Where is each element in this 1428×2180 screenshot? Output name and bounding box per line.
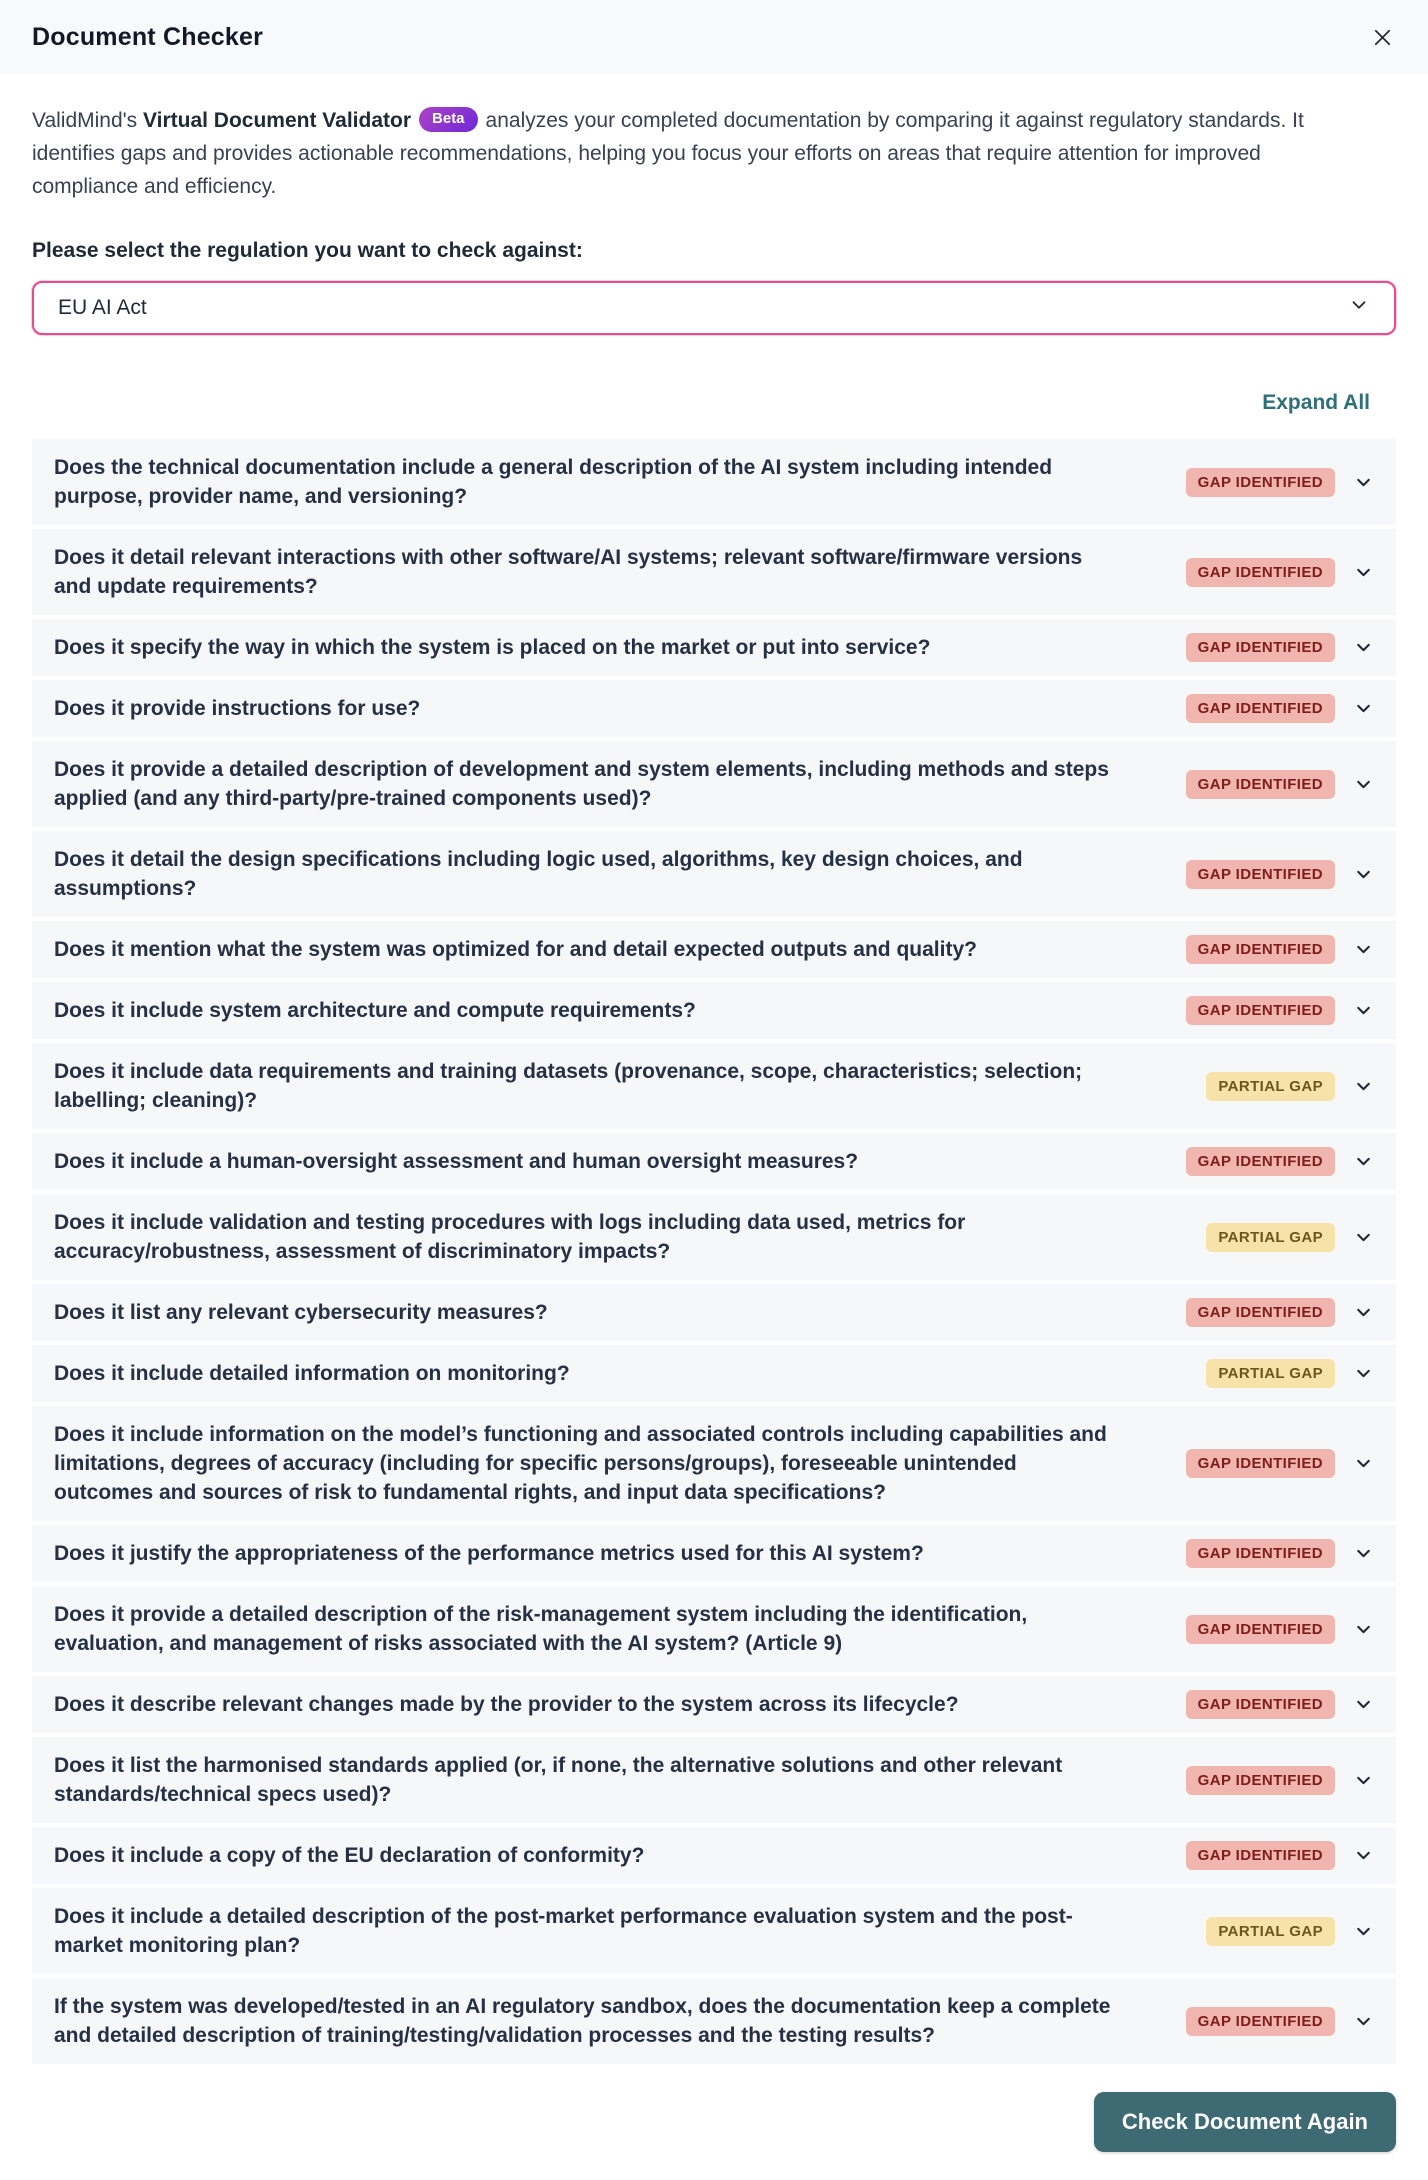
question-row[interactable] xyxy=(32,1133,1396,1194)
modal-footer xyxy=(32,2092,1396,2152)
close-button[interactable] xyxy=(1365,20,1400,55)
chevron-down-icon[interactable] xyxy=(1353,774,1374,795)
question-text: Does it list any relevant cybersecurity measures? xyxy=(54,1301,548,1324)
question-status-area xyxy=(1186,1766,1374,1795)
question-text: Does it list the harmonised standards applied (or, if none, the alternative solutions and other relevant standards/technical specs used)? xyxy=(54,1754,1063,1806)
question-row[interactable] xyxy=(32,982,1396,1043)
status-badge: GAP IDENTIFIED xyxy=(1186,633,1335,662)
beta-badge: Beta xyxy=(419,107,478,132)
question-text: Does it mention what the system was optimized for and detail expected outputs and quality? xyxy=(54,938,977,961)
status-badge: PARTIAL GAP xyxy=(1206,1359,1335,1388)
question-status-area xyxy=(1186,558,1374,587)
question-text: Does it provide instructions for use? xyxy=(54,697,421,720)
question-status-area xyxy=(1186,2007,1374,2036)
question-row[interactable] xyxy=(32,741,1396,831)
question-text: Does it include system architecture and compute requirements? xyxy=(54,999,696,1022)
status-badge: GAP IDENTIFIED xyxy=(1186,1615,1335,1644)
chevron-down-icon[interactable] xyxy=(1353,637,1374,658)
product-name: Virtual Document Validator xyxy=(143,109,412,132)
question-status-area xyxy=(1186,1539,1374,1568)
chevron-down-icon[interactable] xyxy=(1353,1619,1374,1640)
status-badge: GAP IDENTIFIED xyxy=(1186,1449,1335,1478)
status-badge: GAP IDENTIFIED xyxy=(1186,1539,1335,1568)
status-badge: GAP IDENTIFIED xyxy=(1186,1298,1335,1327)
question-status-area xyxy=(1186,1615,1374,1644)
chevron-down-icon[interactable] xyxy=(1353,1363,1374,1384)
question-row[interactable] xyxy=(32,1284,1396,1345)
question-list xyxy=(32,439,1396,2064)
question-status-area xyxy=(1206,1223,1374,1252)
question-text: Does it include a human-oversight assessment and human oversight measures? xyxy=(54,1150,859,1173)
question-text: Does it include information on the model’s functioning and associated controls including capabilities and limitations, degrees of accuracy (including for specific persons/groups), foreseeable unintended outcomes and sources of risk to fundamental rights, and input data specifications? xyxy=(54,1423,1107,1504)
chevron-down-icon[interactable] xyxy=(1353,1694,1374,1715)
status-badge: GAP IDENTIFIED xyxy=(1186,1690,1335,1719)
modal-header xyxy=(0,0,1428,74)
status-badge: PARTIAL GAP xyxy=(1206,1917,1335,1946)
status-badge: GAP IDENTIFIED xyxy=(1186,2007,1335,2036)
question-row[interactable] xyxy=(32,1345,1396,1406)
question-row[interactable] xyxy=(32,619,1396,680)
status-badge: PARTIAL GAP xyxy=(1206,1223,1335,1252)
chevron-down-icon[interactable] xyxy=(1353,939,1374,960)
chevron-down-icon[interactable] xyxy=(1353,1076,1374,1097)
question-status-area xyxy=(1186,860,1374,889)
question-row[interactable] xyxy=(32,1194,1396,1284)
close-icon xyxy=(1369,39,1396,54)
question-status-area xyxy=(1206,1072,1374,1101)
expand-all-link[interactable]: Expand All xyxy=(1262,391,1370,414)
chevron-down-icon[interactable] xyxy=(1353,562,1374,583)
question-row[interactable] xyxy=(32,921,1396,982)
question-text: Does it specify the way in which the system is placed on the market or put into service? xyxy=(54,636,931,659)
question-status-area xyxy=(1186,996,1374,1025)
chevron-down-icon[interactable] xyxy=(1353,1921,1374,1942)
chevron-down-icon[interactable] xyxy=(1353,1845,1374,1866)
question-row[interactable] xyxy=(32,439,1396,529)
chevron-down-icon[interactable] xyxy=(1353,1302,1374,1323)
chevron-down-icon xyxy=(1348,294,1370,322)
question-row[interactable] xyxy=(32,831,1396,921)
chevron-down-icon[interactable] xyxy=(1353,1151,1374,1172)
question-row[interactable] xyxy=(32,529,1396,619)
question-status-area xyxy=(1206,1917,1374,1946)
question-text: Does it include detailed information on monitoring? xyxy=(54,1362,570,1385)
question-text: Does it detail the design specifications including logic used, algorithms, key design choices, and assumptions? xyxy=(54,848,1023,900)
question-row[interactable] xyxy=(32,1676,1396,1737)
modal-title: Document Checker xyxy=(32,22,264,51)
expand-all-row xyxy=(32,391,1370,415)
question-status-area xyxy=(1186,1841,1374,1870)
chevron-down-icon[interactable] xyxy=(1353,1000,1374,1021)
chevron-down-icon[interactable] xyxy=(1353,1453,1374,1474)
regulation-selected-value: EU AI Act xyxy=(58,296,147,319)
question-row[interactable] xyxy=(32,1525,1396,1586)
chevron-down-icon[interactable] xyxy=(1353,2011,1374,2032)
status-badge: GAP IDENTIFIED xyxy=(1186,468,1335,497)
question-row[interactable] xyxy=(32,680,1396,741)
status-badge: GAP IDENTIFIED xyxy=(1186,1841,1335,1870)
question-row[interactable] xyxy=(32,1827,1396,1888)
status-badge: GAP IDENTIFIED xyxy=(1186,1147,1335,1176)
chevron-down-icon[interactable] xyxy=(1353,1770,1374,1791)
intro-paragraph xyxy=(32,104,1368,203)
status-badge: GAP IDENTIFIED xyxy=(1186,935,1335,964)
question-row[interactable] xyxy=(32,1586,1396,1676)
check-document-again-button[interactable]: Check Document Again xyxy=(1094,2092,1396,2152)
chevron-down-icon[interactable] xyxy=(1353,472,1374,493)
question-row[interactable] xyxy=(32,1888,1396,1978)
intro-prefix: ValidMind's xyxy=(32,109,143,132)
question-status-area xyxy=(1186,1147,1374,1176)
question-text: Does it provide a detailed description of development and system elements, including methods and steps applied (and any third-party/pre-trained components used)? xyxy=(54,758,1109,810)
question-row[interactable] xyxy=(32,1978,1396,2064)
chevron-down-icon[interactable] xyxy=(1353,1543,1374,1564)
question-status-area xyxy=(1206,1359,1374,1388)
question-row[interactable] xyxy=(32,1043,1396,1133)
intro-suffix: analyzes your completed documentation by comparing it against regulatory standards. It identifies gaps and provides actionable recommendations, helping you focus your efforts on areas that require attention for improved compliance and efficiency. xyxy=(32,109,1304,198)
regulation-select-label: Please select the regulation you want to check against: xyxy=(32,239,583,262)
chevron-down-icon[interactable] xyxy=(1353,698,1374,719)
question-text: Does it provide a detailed description of the risk-management system including the identification, evaluation, and management of risks associated with the AI system? (Article 9) xyxy=(54,1603,1028,1655)
question-text: Does it justify the appropriateness of the performance metrics used for this AI system? xyxy=(54,1542,924,1565)
question-text: Does it include a detailed description of the post-market performance evaluation system and the post-market monitoring plan? xyxy=(54,1905,1073,1957)
question-status-area xyxy=(1186,1690,1374,1719)
status-badge: GAP IDENTIFIED xyxy=(1186,1766,1335,1795)
chevron-down-icon[interactable] xyxy=(1353,1227,1374,1248)
question-status-area xyxy=(1186,1298,1374,1327)
question-text: Does it include a copy of the EU declaration of conformity? xyxy=(54,1844,645,1867)
status-badge: PARTIAL GAP xyxy=(1206,1072,1335,1101)
chevron-down-icon[interactable] xyxy=(1353,864,1374,885)
question-text: Does it describe relevant changes made by the provider to the system across its lifecycle? xyxy=(54,1693,959,1716)
question-text: Does it detail relevant interactions with other software/AI systems; relevant software/firmware versions and update requirements? xyxy=(54,546,1083,598)
question-text: If the system was developed/tested in an AI regulatory sandbox, does the documentation keep a complete and detailed description of training/testing/validation processes and the testing results? xyxy=(54,1995,1111,2047)
status-badge: GAP IDENTIFIED xyxy=(1186,860,1335,889)
question-text: Does the technical documentation include a general description of the AI system including intended purpose, provider name, and versioning? xyxy=(54,456,1053,508)
question-status-area xyxy=(1186,770,1374,799)
question-text: Does it include validation and testing procedures with logs including data used, metrics for accuracy/robustness, assessment of discriminatory impacts? xyxy=(54,1211,966,1263)
status-badge: GAP IDENTIFIED xyxy=(1186,694,1335,723)
question-status-area xyxy=(1186,468,1374,497)
question-row[interactable] xyxy=(32,1406,1396,1525)
question-text: Does it include data requirements and training datasets (provenance, scope, characteristics; selection; labelling; cleaning)? xyxy=(54,1060,1083,1112)
question-status-area xyxy=(1186,1449,1374,1478)
question-status-area xyxy=(1186,633,1374,662)
status-badge: GAP IDENTIFIED xyxy=(1186,770,1335,799)
question-row[interactable] xyxy=(32,1737,1396,1827)
status-badge: GAP IDENTIFIED xyxy=(1186,558,1335,587)
status-badge: GAP IDENTIFIED xyxy=(1186,996,1335,1025)
question-status-area xyxy=(1186,694,1374,723)
question-status-area xyxy=(1186,935,1374,964)
regulation-select[interactable] xyxy=(32,281,1396,335)
